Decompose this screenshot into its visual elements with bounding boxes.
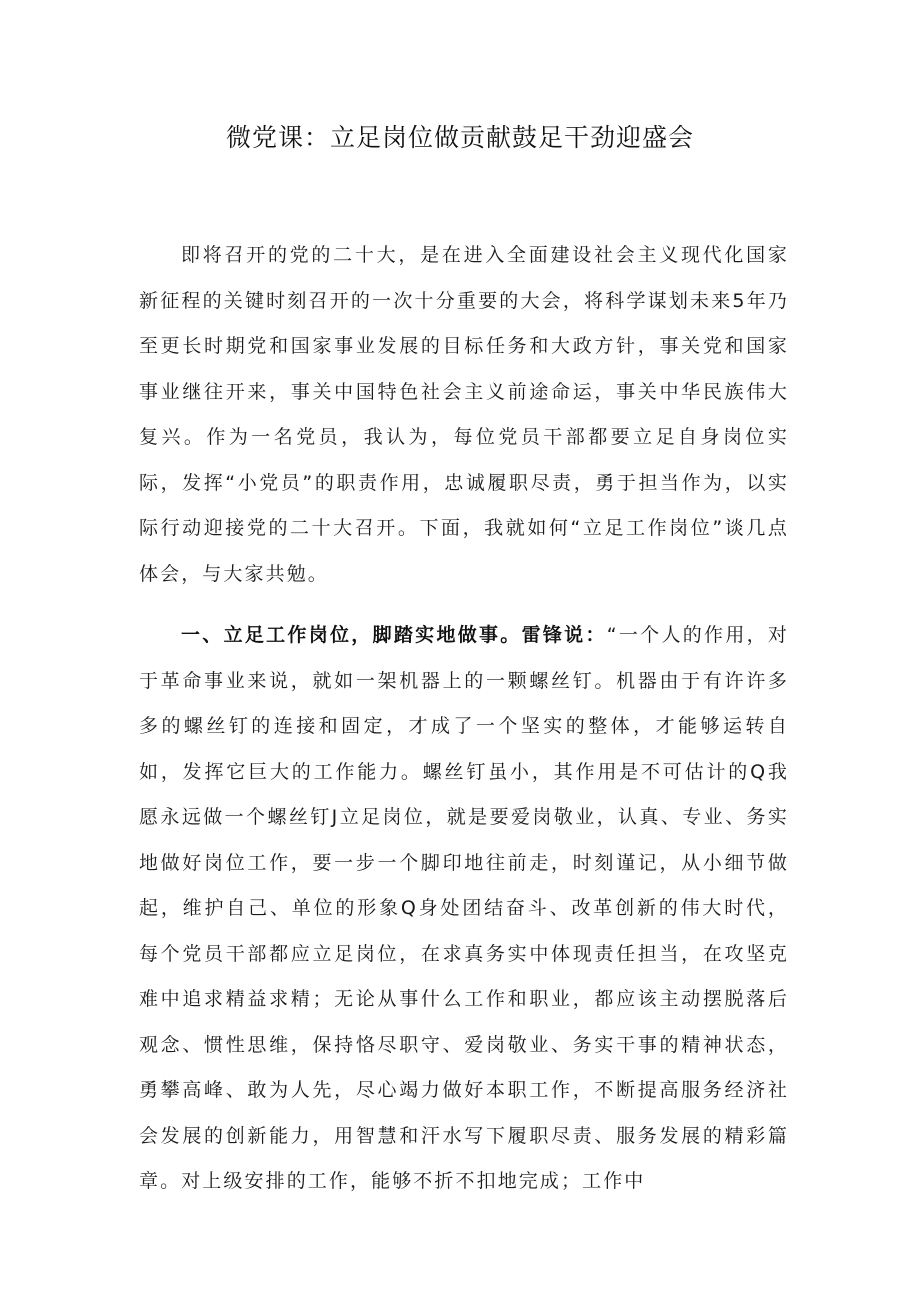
document-title: 微党课：立足岗位做贡献鼓足干劲迎盛会 <box>225 123 694 152</box>
section-one-text: “一个人的作用，对于革命事业来说，就如一架机器上的一颗螺丝钉。机器由于有许许多多的螺丝钉的连接和固定，才成了一个坚实的整体，才能够运转自如，发挥它巨大的工作能力。螺丝钉虽小，其作用是不可估计的Q我愿永远做一个螺丝钉J立足岗位，就是要爱岗敬业，认真、专业、务实地做好岗位工作，要一步一个脚印地往前走，时刻谨记，从小细节做起，维护自己、单位的形象Q身处团结奋斗、改革创新的伟大时代，每个党员干部都应立足岗位，在求真务实中体现责任担当，在攻坚克难中追求精益求精；无论从事什么工作和职业，都应该主动摆脱落后观念、惯性思维，保持恪尽职守、爱岗敬业、务实干事的精神状态，勇攀高峰、敢为人先，尽心竭力做好本职工作，不断提高服务经济社会发展的创新能力，用智慧和汗水写下履职尽责、服务发展的精彩篇章。对上级安排的工作，能够不折不扣地完成；工作中 <box>139 624 789 1192</box>
section-one-heading: 一、立足工作岗位，脚踏实地做事。雷锋说： <box>181 624 607 646</box>
paragraph-section-one <box>139 613 789 1205</box>
paragraph-intro <box>139 233 789 597</box>
paragraph-intro-text: 即将召开的党的二十大，是在进入全面建设社会主义现代化国家新征程的关键时刻召开的一次十分重要的大会，将科学谋划未来5年乃至更长时期党和国家事业发展的目标任务和大政方针，事关党和国家事业继往开来，事关中国特色社会主义前途命运，事关中华民族伟大复兴。作为一名党员，我认为，每位党员干部都要立足自身岗位实际，发挥“小党员”的职责作用，忠诚履职尽责，勇于担当作为，以实际行动迎接党的二十大召开。下面，我就如何“立足工作岗位”谈几点体会，与大家共勉。 <box>139 244 789 585</box>
